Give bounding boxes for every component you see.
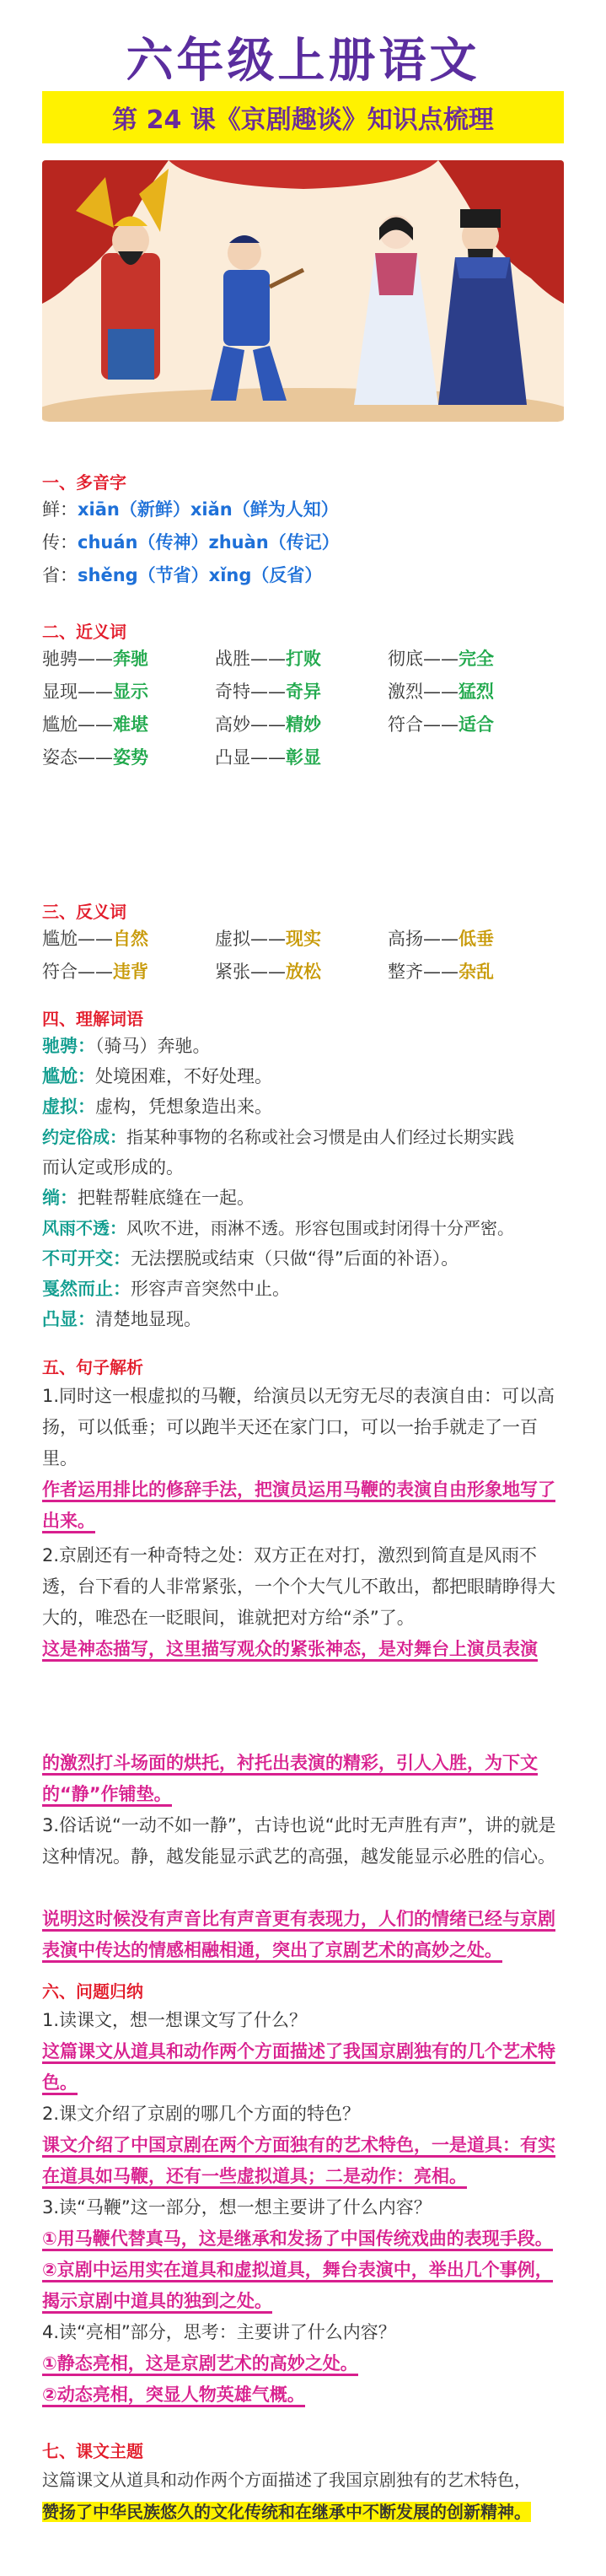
vocab-item: 约定俗成：指某种事物的名称或社会习惯是由人们经过长期实践 xyxy=(42,1127,514,1147)
heading-vocabulary: 四、理解词语 xyxy=(42,1009,143,1029)
heading-synonyms: 二、近义词 xyxy=(42,622,126,642)
theme-line-2: 赞扬了中华民族悠久的文化传统和在继承中不断发展的创新精神。 xyxy=(42,2502,531,2522)
heading-sentence-analysis: 五、句子解析 xyxy=(42,1357,143,1377)
sentence-1: 1.同时这一根虚拟的马鞭，给演员以无穷无尽的表演自由：可以高扬，可以低垂；可以跑半天还在家门口，可以一抬手就走了一百里。 xyxy=(42,1386,555,1469)
answer-3a: ①用马鞭代替真马，这是继承和发扬了中国传统戏曲的表现手段。 xyxy=(42,2223,565,2255)
answer-2: 课文介绍了中国京剧在两个方面独有的艺术特色，一是道具：有实在道具如马鞭，还有一些虚拟道具；二是动作：亮相。 xyxy=(42,2130,565,2192)
page-title: 六年级上册语文 xyxy=(126,33,480,89)
sentence-2: 2.京剧还有一种奇特之处：双方正在对打，激烈到简直是风雨不透，台下看的人非常紧张，一个个大气儿不敢出，都把眼睛睁得大大的，唯恐在一眨眼间，谁就把对方给“杀”了。 xyxy=(42,1545,555,1628)
polyphone-row: 鲜：xiān（新鲜）xiǎn（鲜为人知） xyxy=(42,499,339,520)
opera-scene-image xyxy=(42,160,564,422)
question-4: 4.读“亮相”部分，思考：主要讲了什么内容？ xyxy=(42,2322,396,2342)
vocab-item: 尴尬：处境困难，不好处理。 xyxy=(42,1066,272,1086)
answer-4a: ①静态亮相，这是京剧艺术的高妙之处。 xyxy=(42,2348,565,2379)
heading-theme: 七、课文主题 xyxy=(42,2441,143,2461)
peking-opera-illustration xyxy=(42,160,564,422)
heading-antonyms: 三、反义词 xyxy=(42,902,126,922)
polyphone-row: 省：shěng（节省）xǐng（反省） xyxy=(42,565,323,585)
vocab-item: 驰骋：（骑马）奔驰。 xyxy=(42,1036,211,1056)
polyphone-row: 传：chuán（传神）zhuàn（传记） xyxy=(42,532,340,552)
question-3: 3.读“马鞭”这一部分，想一想主要讲了什么内容？ xyxy=(42,2197,432,2218)
synonym-row: 显现——显示 奇特——奇异 激烈——猛烈 xyxy=(42,682,494,702)
analysis-1: 作者运用排比的修辞手法，把演员运用马鞭的表演自由形象地写了出来。 xyxy=(42,1474,565,1537)
synonym-row: 驰骋——奔驰 战胜——打败 彻底——完全 xyxy=(42,649,494,669)
vocab-item: 凸显：清楚地显现。 xyxy=(42,1309,201,1329)
analysis-3: 说明这时候没有声音比有声音更有表现力，人们的情绪已经与京剧表演中传达的情感相融相通，突出了京剧艺术的高妙之处。 xyxy=(42,1904,565,1966)
theme-line-1: 这篇课文从道具和动作两个方面描述了我国京剧独有的艺术特色， xyxy=(42,2470,531,2490)
heading-questions: 六、问题归纳 xyxy=(42,1981,143,2002)
vocab-item: 风雨不透：风吹不进，雨淋不透。形容包围或封闭得十分严密。 xyxy=(42,1218,514,1238)
sentence-3: 3.俗话说“一动不如一静”，古诗也说“此时无声胜有声”，讲的就是这种情况。静，越发能显示武艺的高强，越发能显示必胜的信心。 xyxy=(42,1815,556,1867)
question-1: 1.读课文，想一想课文写了什么？ xyxy=(42,2010,308,2030)
analysis-2a: 这是神态描写，这里描写观众的紧张神态，是对舞台上演员表演 xyxy=(42,1634,565,1665)
synonym-row: 姿态——姿势 凸显——彰显 xyxy=(42,747,321,768)
answer-1: 这篇课文从道具和动作两个方面描述了我国京剧独有的几个艺术特色。 xyxy=(42,2036,565,2099)
heading-polyphones: 一、多音字 xyxy=(42,472,126,493)
antonym-row: 符合——违背 紧张——放松 整齐——杂乱 xyxy=(42,962,494,982)
vocab-item-continued: 而认定或形成的。 xyxy=(42,1157,184,1178)
vocab-item: 戛然而止：形容声音突然中止。 xyxy=(42,1279,290,1299)
antonym-row: 尴尬——自然 虚拟——现实 高扬——低垂 xyxy=(42,929,494,949)
analysis-2b: 的激烈打斗场面的烘托，衬托出表演的精彩，引人入胜，为下文的“静”作铺垫。 xyxy=(42,1748,565,1810)
vocab-item: 虚拟：虚构，凭想象造出来。 xyxy=(42,1097,272,1117)
answer-3b: ②京剧中运用实在道具和虚拟道具，舞台表演中，举出几个事例，揭示京剧中道具的独到之处。 xyxy=(42,2255,565,2317)
vocab-item: 不可开交：无法摆脱或结束（只做“得”后面的补语）。 xyxy=(42,1248,459,1269)
synonym-row: 尴尬——难堪 高妙——精妙 符合——适合 xyxy=(42,714,494,735)
vocab-item: 绱：把鞋帮鞋底缝在一起。 xyxy=(42,1188,255,1208)
answer-4b: ②动态亮相，突显人物英雄气概。 xyxy=(42,2379,565,2411)
lesson-banner: 第 24 课《京剧趣谈》知识点梳理 xyxy=(42,91,564,143)
question-2: 2.课文介绍了京剧的哪几个方面的特色？ xyxy=(42,2104,361,2124)
